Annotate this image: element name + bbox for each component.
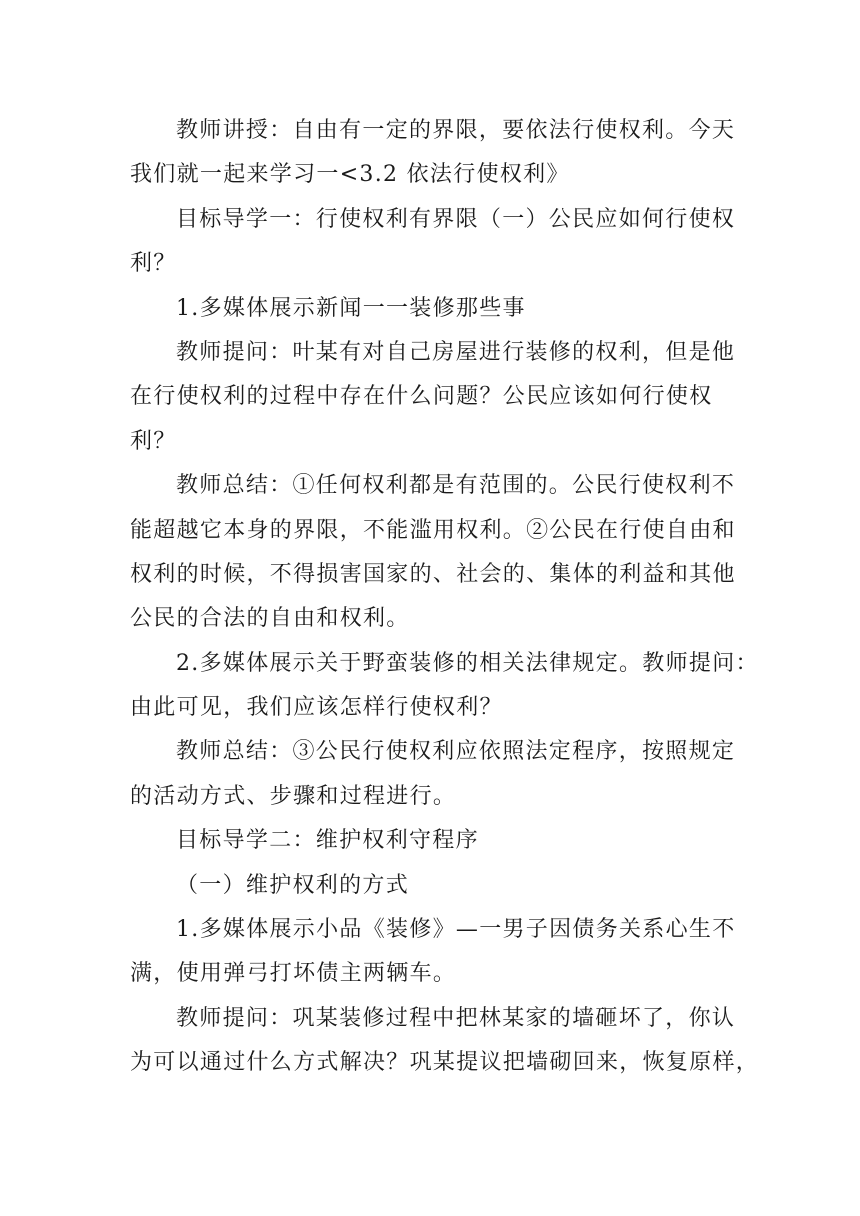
text-line: 教师总结：①任何权利都是有范围的。公民行使权利不 (176, 473, 736, 499)
text-line: 满，使用弹弓打坏债主两辆车。 (130, 961, 457, 987)
text-line: （一）维护权利的方式 (176, 872, 410, 898)
body-text (130, 109, 760, 1086)
text-line: 为可以通过什么方式解决？巩某提议把墙砌回来，恢复原样， (130, 1050, 760, 1076)
text-line: 权利的时候，不得损害国家的、社会的、集体的利益和其他 (130, 561, 736, 587)
text-line: 教师总结：③公民行使权利应依照法定程序，按照规定 (176, 739, 736, 765)
text-line: 公民的合法的自由和权利。 (130, 606, 410, 632)
text-line: 2.多媒体展示关于野蛮装修的相关法律规定。教师提问： (176, 650, 759, 676)
text-line: 教师提问：巩某装修过程中把林某家的墙砸坏了，你认 (176, 1005, 736, 1031)
text-line: 目标导学一：行使权利有界限（一）公民应如何行使权 (176, 206, 736, 232)
text-line: 1.多媒体展示小品《装修》—一男子因债务关系心生不 (176, 917, 736, 943)
text-line: 1.多媒体展示新闻一一装修那些事 (176, 295, 526, 321)
text-line: 利？ (130, 428, 177, 454)
text-line: 目标导学二：维护权利守程序 (176, 828, 479, 854)
text-line: 我们就一起来学习一<3.2 依法行使权利》 (130, 162, 570, 188)
text-line: 的活动方式、步骤和过程进行。 (130, 783, 457, 809)
text-line: 能超越它本身的界限，不能滥用权利。②公民在行使自由和 (130, 517, 736, 543)
text-line: 利？ (130, 251, 177, 277)
text-line: 由此可见，我们应该怎样行使权利？ (130, 695, 503, 721)
text-line: 教师提问：叶某有对自己房屋进行装修的权利，但是他 (176, 339, 736, 365)
text-line: 在行使权利的过程中存在什么问题？公民应该如何行使权 (130, 384, 713, 410)
text-line: 教师讲授：自由有一定的界限，要依法行使权利。今天 (176, 118, 736, 143)
